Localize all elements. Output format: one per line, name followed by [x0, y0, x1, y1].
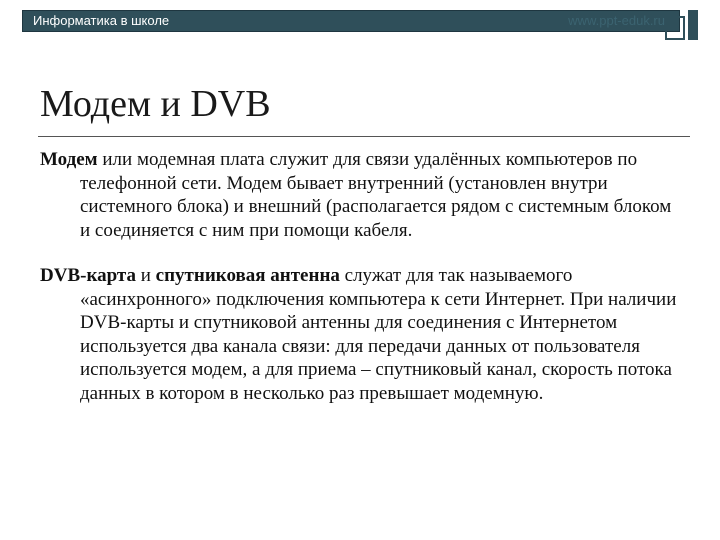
site-name: Информатика в школе: [33, 13, 170, 28]
term-dvb-card: DVB-карта: [40, 265, 136, 286]
corner-decoration-outline: [665, 16, 685, 40]
paragraph-modem: [40, 148, 685, 242]
site-link[interactable]: www.ppt-eduk.ru: [568, 13, 665, 28]
title-divider: [38, 136, 690, 137]
paragraph-dvb-text: служат для так называемого «асинхронного» подключения компьютера к сети Интернет. При наличии DVB-карты и спутниковой антенны для соединения с Интернетом используется два канала связи: для передачи данных от пользователя используется модем, а для приема – спутниковый канал, скорость потока данных в котором в несколько раз превышает модемную.: [80, 265, 677, 404]
header-bar: [22, 10, 680, 32]
corner-decoration-fill: [688, 10, 698, 40]
slide-title: Модем и DVB: [40, 83, 271, 125]
term-modem: Модем: [40, 149, 98, 170]
term-satellite-antenna: спутниковая антенна: [155, 265, 340, 286]
paragraph-dvb: [40, 264, 685, 405]
paragraph-modem-text: или модемная плата служит для связи удалённых компьютеров по телефонной сети. Модем бывает внутренний (установлен внутри системного блока) и внешний (располагается рядом с системным блоком и соединяется с ним при помощи кабеля.: [80, 149, 672, 241]
term-connector: и: [135, 265, 156, 286]
slide-body: [40, 148, 685, 405]
